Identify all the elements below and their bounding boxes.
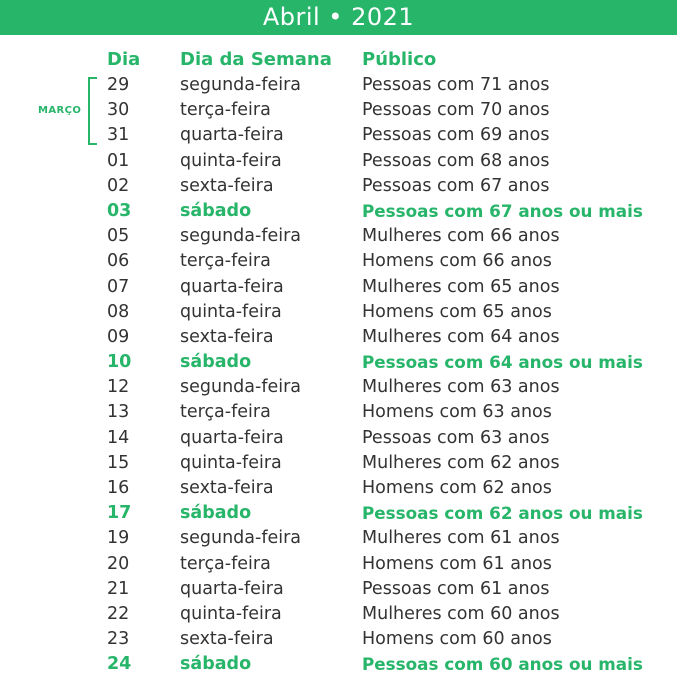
cell-audience: Pessoas com 67 anos <box>362 175 550 196</box>
cell-audience: Pessoas com 68 anos <box>362 150 550 171</box>
cell-weekday: sexta-feira <box>180 478 274 498</box>
cell-day: 30 <box>107 100 130 121</box>
cell-audience: Mulheres com 61 anos <box>362 528 560 549</box>
table-row <box>0 375 677 400</box>
cell-weekday: quarta-feira <box>180 578 284 599</box>
page-title: Abril • 2021 <box>0 0 677 35</box>
table-row <box>0 123 677 148</box>
table-row <box>0 426 677 451</box>
cell-audience: Pessoas com 60 anos ou mais <box>362 654 643 675</box>
cell-day: 23 <box>107 629 130 650</box>
cell-day: 03 <box>107 200 132 221</box>
cell-day: 09 <box>107 326 130 347</box>
cell-audience: Pessoas com 61 anos <box>362 578 550 599</box>
cell-day: 01 <box>107 150 130 171</box>
table-row <box>0 476 677 501</box>
cell-weekday: sexta-feira <box>180 326 274 347</box>
column-header-audience: Público <box>362 49 437 70</box>
cell-weekday: terça-feira <box>180 553 271 574</box>
cell-weekday: terça-feira <box>180 402 271 423</box>
cell-weekday: quarta-feira <box>180 276 284 297</box>
table-row <box>0 552 677 577</box>
cell-day: 21 <box>107 578 130 599</box>
column-header-day: Dia <box>107 49 141 70</box>
cell-weekday: quinta-feira <box>180 150 282 171</box>
cell-audience: Homens com 61 anos <box>362 553 552 574</box>
cell-weekday: quinta-feira <box>180 301 282 322</box>
table-row <box>0 98 677 123</box>
column-headers <box>0 47 677 73</box>
cell-day: 31 <box>107 125 130 146</box>
cell-day: 14 <box>107 427 130 448</box>
table-row <box>0 350 677 375</box>
cell-day: 15 <box>107 452 130 473</box>
cell-weekday: segunda-feira <box>180 75 302 95</box>
march-label: MARÇO <box>38 105 82 116</box>
cell-audience: Pessoas com 71 anos <box>362 75 550 95</box>
cell-audience: Pessoas com 67 anos ou mais <box>362 200 643 221</box>
table-row <box>0 325 677 350</box>
cell-audience: Pessoas com 69 anos <box>362 125 550 146</box>
cell-audience: Homens com 63 anos <box>362 402 552 423</box>
cell-audience: Homens com 66 anos <box>362 251 552 272</box>
cell-weekday: segunda-feira <box>180 226 302 247</box>
cell-audience: Homens com 60 anos <box>362 629 552 650</box>
table-row <box>0 602 677 627</box>
cell-audience: Mulheres com 63 anos <box>362 377 560 398</box>
cell-weekday: sábado <box>180 654 252 675</box>
table-row <box>0 400 677 425</box>
cell-audience: Pessoas com 70 anos <box>362 100 550 121</box>
cell-day: 24 <box>107 654 132 675</box>
table-row <box>0 224 677 249</box>
cell-audience: Mulheres com 64 anos <box>362 326 560 347</box>
cell-day: 16 <box>107 478 130 498</box>
cell-audience: Mulheres com 62 anos <box>362 452 560 473</box>
table-row <box>0 652 677 677</box>
cell-weekday: segunda-feira <box>180 528 302 549</box>
cell-weekday: terça-feira <box>180 100 271 121</box>
cell-day: 20 <box>107 553 130 574</box>
cell-day: 29 <box>107 75 130 95</box>
cell-weekday: quarta-feira <box>180 125 284 146</box>
table-row <box>0 275 677 300</box>
table-row <box>0 451 677 476</box>
table-row <box>0 149 677 174</box>
column-header-weekday: Dia da Semana <box>180 49 332 70</box>
table-row <box>0 199 677 224</box>
cell-audience: Mulheres com 65 anos <box>362 276 560 297</box>
cell-day: 06 <box>107 251 130 272</box>
cell-weekday: terça-feira <box>180 251 271 272</box>
cell-weekday: sábado <box>180 352 252 373</box>
cell-day: 13 <box>107 402 130 423</box>
cell-day: 10 <box>107 352 132 373</box>
cell-weekday: quarta-feira <box>180 427 284 448</box>
cell-day: 19 <box>107 528 130 549</box>
cell-weekday: segunda-feira <box>180 377 302 398</box>
table-row <box>0 577 677 602</box>
table-row <box>0 501 677 526</box>
table-row <box>0 73 677 98</box>
cell-day: 02 <box>107 175 130 196</box>
cell-weekday: sábado <box>180 200 252 221</box>
cell-audience: Pessoas com 63 anos <box>362 427 550 448</box>
table-row <box>0 526 677 551</box>
cell-weekday: quinta-feira <box>180 452 282 473</box>
schedule-list <box>0 73 677 677</box>
cell-audience: Pessoas com 62 anos ou mais <box>362 503 643 524</box>
cell-audience: Pessoas com 64 anos ou mais <box>362 352 643 373</box>
cell-weekday: quinta-feira <box>180 603 282 624</box>
cell-day: 17 <box>107 503 132 524</box>
cell-audience: Homens com 62 anos <box>362 478 552 498</box>
table-row <box>0 174 677 199</box>
cell-weekday: sábado <box>180 503 252 524</box>
cell-weekday: sexta-feira <box>180 175 274 196</box>
cell-weekday: sexta-feira <box>180 629 274 650</box>
table-row <box>0 249 677 274</box>
cell-day: 07 <box>107 276 130 297</box>
cell-audience: Mulheres com 60 anos <box>362 603 560 624</box>
table-row <box>0 627 677 652</box>
cell-day: 08 <box>107 301 130 322</box>
cell-day: 05 <box>107 226 130 247</box>
cell-day: 22 <box>107 603 130 624</box>
cell-day: 12 <box>107 377 130 398</box>
cell-audience: Homens com 65 anos <box>362 301 552 322</box>
cell-audience: Mulheres com 66 anos <box>362 226 560 247</box>
table-row <box>0 300 677 325</box>
